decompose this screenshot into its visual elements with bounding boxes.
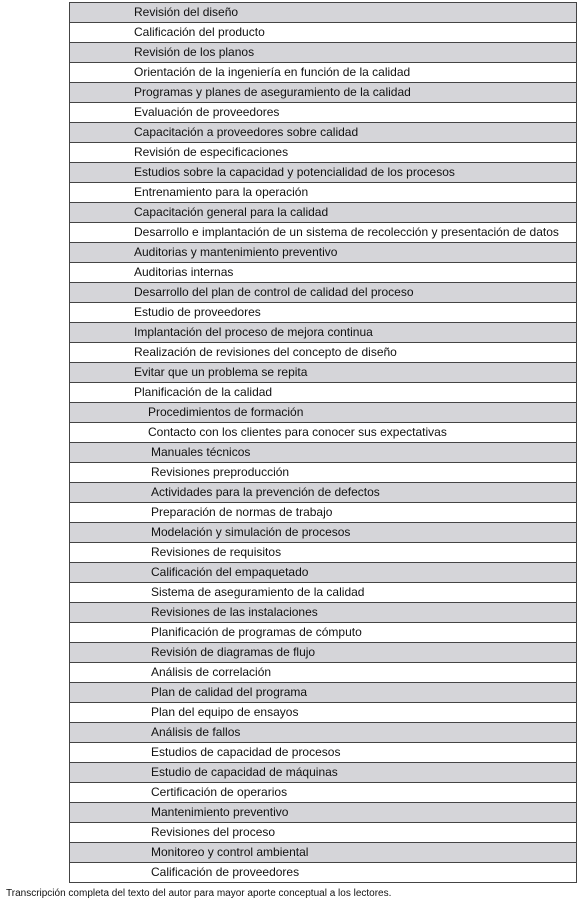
- table-row: Plan de calidad del programa: [69, 683, 577, 703]
- table-row: Revisión de especificaciones: [69, 143, 577, 163]
- table-row: Implantación del proceso de mejora continua: [69, 323, 577, 343]
- table-row: Análisis de fallos: [69, 723, 577, 743]
- table-row: Programas y planes de aseguramiento de la calidad: [69, 83, 577, 103]
- table-row: Revisión de los planos: [69, 43, 577, 63]
- table-row: Capacitación a proveedores sobre calidad: [69, 123, 577, 143]
- table-row: Preparación de normas de trabajo: [69, 503, 577, 523]
- table-row: Auditorias y mantenimiento preventivo: [69, 243, 577, 263]
- table-row: Desarrollo e implantación de un sistema de recolección y presentación de datos: [69, 223, 577, 243]
- table-row: Revisión de diagramas de flujo: [69, 643, 577, 663]
- table-row: Revisión del diseño: [69, 3, 577, 23]
- footnote: Transcripción completa del texto del autor para mayor aporte conceptual a los lectores.: [6, 888, 392, 899]
- table-row: Calificación del producto: [69, 23, 577, 43]
- table-row: Actividades para la prevención de defectos: [69, 483, 577, 503]
- table-row: Calificación del empaquetado: [69, 563, 577, 583]
- table-row: Mantenimiento preventivo: [69, 803, 577, 823]
- table-row: Estudios sobre la capacidad y potencialidad de los procesos: [69, 163, 577, 183]
- table-row: Auditorias internas: [69, 263, 577, 283]
- table-row: Planificación de la calidad: [69, 383, 577, 403]
- table-row: Certificación de operarios: [69, 783, 577, 803]
- quality-activities-table: [69, 2, 577, 883]
- table-row: Revisiones de requisitos: [69, 543, 577, 563]
- table-row: Capacitación general para la calidad: [69, 203, 577, 223]
- table-row: Sistema de aseguramiento de la calidad: [69, 583, 577, 603]
- table-row: Entrenamiento para la operación: [69, 183, 577, 203]
- table-row: Estudio de capacidad de máquinas: [69, 763, 577, 783]
- table-row: Revisiones preproducción: [69, 463, 577, 483]
- table-row: Desarrollo del plan de control de calidad del proceso: [69, 283, 577, 303]
- table-row: Evitar que un problema se repita: [69, 363, 577, 383]
- table-row: Planificación de programas de cómputo: [69, 623, 577, 643]
- table-row: Modelación y simulación de procesos: [69, 523, 577, 543]
- table-row: Manuales técnicos: [69, 443, 577, 463]
- table-row: Análisis de correlación: [69, 663, 577, 683]
- table-row: Plan del equipo de ensayos: [69, 703, 577, 723]
- table-row: Orientación de la ingeniería en función de la calidad: [69, 63, 577, 83]
- table-row: Evaluación de proveedores: [69, 103, 577, 123]
- table-row: Procedimientos de formación: [69, 403, 577, 423]
- table-row: Monitoreo y control ambiental: [69, 843, 577, 863]
- table-row: Realización de revisiones del concepto de diseño: [69, 343, 577, 363]
- table-row: Calificación de proveedores: [69, 863, 577, 883]
- table-row: Revisiones de las instalaciones: [69, 603, 577, 623]
- table-row: Contacto con los clientes para conocer sus expectativas: [69, 423, 577, 443]
- table-row: Estudios de capacidad de procesos: [69, 743, 577, 763]
- table-row: Revisiones del proceso: [69, 823, 577, 843]
- table-row: Estudio de proveedores: [69, 303, 577, 323]
